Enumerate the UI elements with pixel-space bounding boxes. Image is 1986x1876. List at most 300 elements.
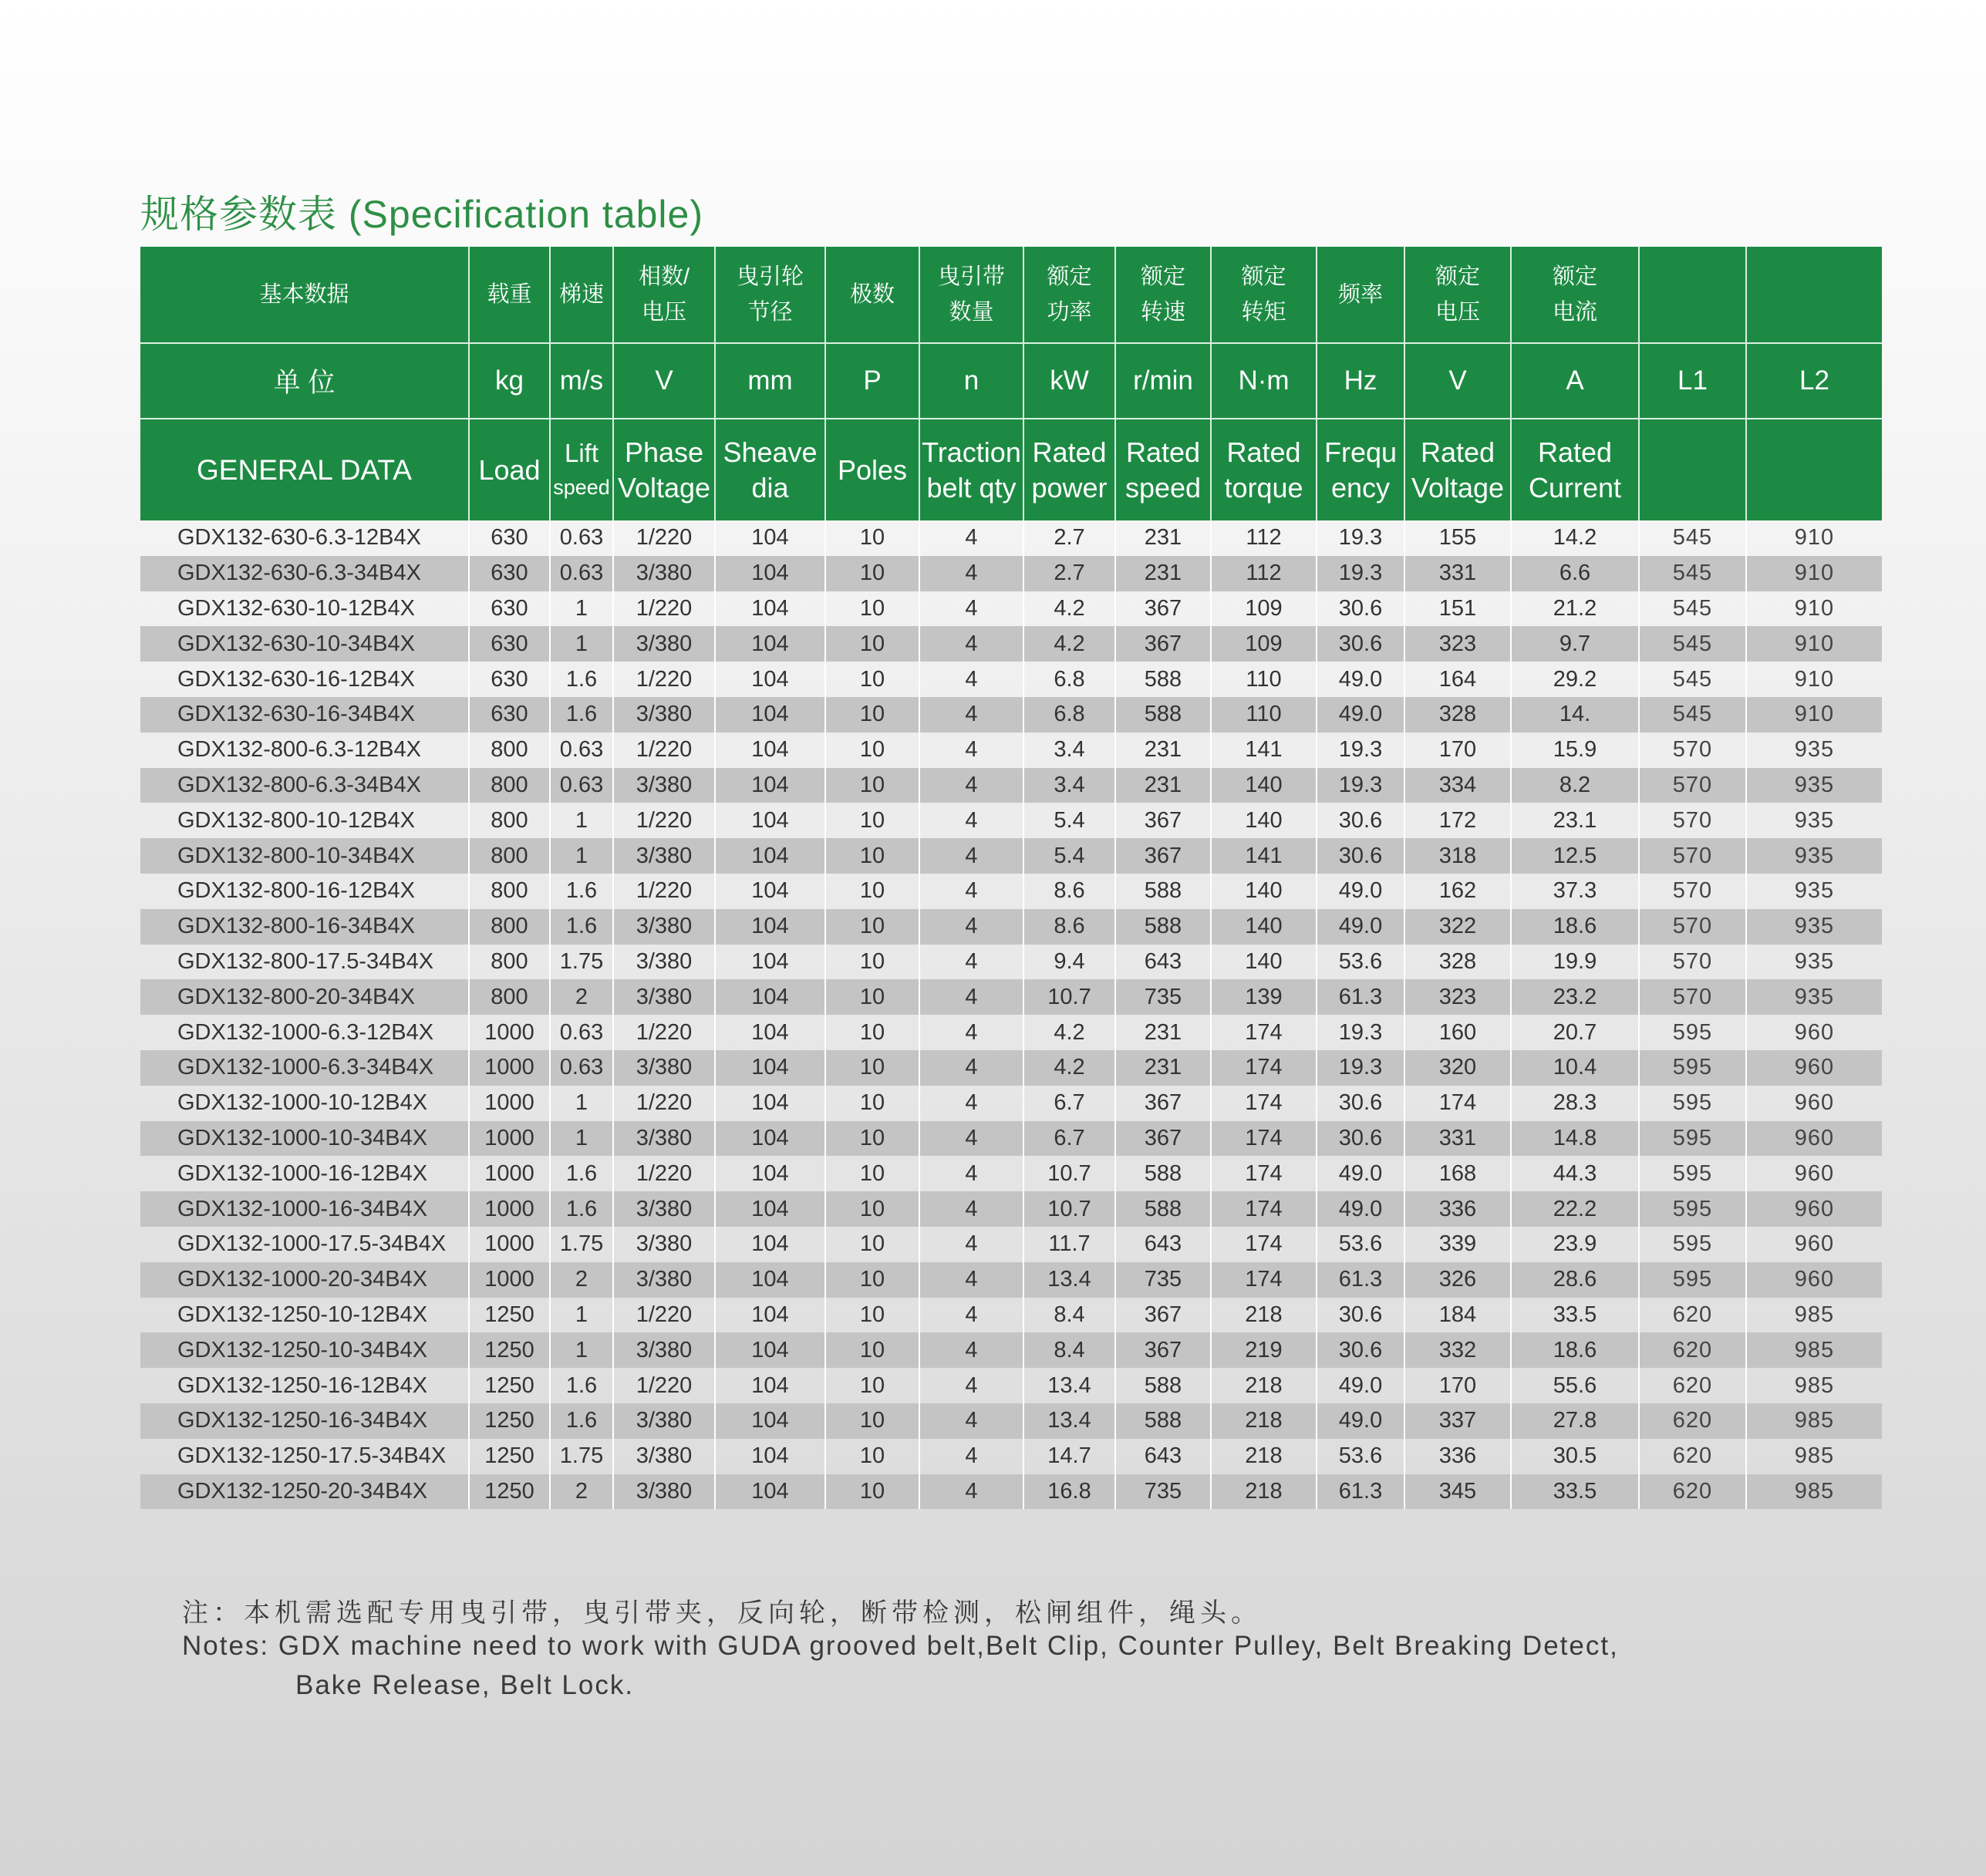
cell-poles: 10 <box>825 1474 919 1510</box>
cell-frequency: 49.0 <box>1317 697 1404 733</box>
cell-rated-current: 23.9 <box>1511 1227 1639 1262</box>
cell-phase-voltage: 1/220 <box>613 1368 715 1403</box>
cell-sheave-dia: 104 <box>715 733 825 768</box>
cell-rated-torque: 140 <box>1211 874 1317 909</box>
cell-rated-current: 44.3 <box>1511 1156 1639 1191</box>
cell-model: GDX132-1250-20-34B4X <box>140 1474 469 1510</box>
cell-rated-speed: 643 <box>1115 1439 1211 1474</box>
cell-rated-torque: 110 <box>1211 662 1317 697</box>
cell-rated-torque: 218 <box>1211 1368 1317 1403</box>
cell-poles: 10 <box>825 1086 919 1121</box>
cell-rated-speed: 588 <box>1115 1403 1211 1439</box>
cell-rated-torque: 174 <box>1211 1121 1317 1157</box>
cell-lift-speed: 0.63 <box>550 1050 613 1086</box>
cell-rated-power: 2.7 <box>1023 556 1115 591</box>
cell-rated-voltage: 155 <box>1404 520 1511 556</box>
cell-rated-torque: 112 <box>1211 556 1317 591</box>
cell-lift-speed: 1.6 <box>550 874 613 909</box>
cell-rated-power: 4.2 <box>1023 591 1115 627</box>
cell-lift-speed: 1 <box>550 626 613 662</box>
table-row <box>140 1191 1882 1227</box>
cell-sheave-dia: 104 <box>715 1474 825 1510</box>
cell-frequency: 53.6 <box>1317 1227 1404 1262</box>
cell-rated-voltage: 339 <box>1404 1227 1511 1262</box>
cell-belt-qty: 4 <box>919 1156 1023 1191</box>
cell-l2: 935 <box>1746 768 1882 803</box>
cell-rated-torque: 141 <box>1211 838 1317 874</box>
cell-rated-power: 9.4 <box>1023 945 1115 980</box>
cell-rated-current: 23.1 <box>1511 803 1639 838</box>
header-cell: Rated speed <box>1115 419 1211 520</box>
cell-phase-voltage: 3/380 <box>613 768 715 803</box>
cell-rated-voltage: 174 <box>1404 1086 1511 1121</box>
cell-phase-voltage: 3/380 <box>613 1439 715 1474</box>
cell-model: GDX132-1000-16-34B4X <box>140 1191 469 1227</box>
cell-frequency: 30.6 <box>1317 838 1404 874</box>
cell-load: 1000 <box>469 1191 550 1227</box>
cell-sheave-dia: 104 <box>715 591 825 627</box>
cell-l1: 570 <box>1639 838 1746 874</box>
cell-l2: 935 <box>1746 909 1882 945</box>
unit-cell: V <box>1404 343 1511 419</box>
cell-load: 630 <box>469 626 550 662</box>
cell-phase-voltage: 1/220 <box>613 520 715 556</box>
cell-rated-speed: 588 <box>1115 1191 1211 1227</box>
cell-frequency: 53.6 <box>1317 945 1404 980</box>
header-cell: Rated Current <box>1511 419 1639 520</box>
table-row <box>140 520 1882 556</box>
cell-frequency: 19.3 <box>1317 556 1404 591</box>
table-row <box>140 697 1882 733</box>
table-row <box>140 1050 1882 1086</box>
cell-rated-current: 20.7 <box>1511 1015 1639 1050</box>
cell-l2: 960 <box>1794 1231 1835 1257</box>
cell-rated-power: 6.7 <box>1023 1086 1115 1121</box>
cell-rated-power: 4.2 <box>1023 1050 1115 1086</box>
spec-table-body <box>140 520 1882 1509</box>
cell-sheave-dia: 104 <box>715 1015 825 1050</box>
cell-l1: 570 <box>1639 979 1746 1015</box>
table-row <box>140 1439 1882 1474</box>
cell-rated-voltage: 151 <box>1404 591 1511 627</box>
cell-rated-speed: 588 <box>1115 1368 1211 1403</box>
cell-phase-voltage: 3/380 <box>613 626 715 662</box>
cell-sheave-dia: 104 <box>715 874 825 909</box>
cell-sheave-dia: 104 <box>715 1403 825 1439</box>
cell-rated-current: 8.2 <box>1511 768 1639 803</box>
table-row <box>140 979 1882 1015</box>
cell-l1: 595 <box>1639 1262 1746 1298</box>
cell-poles: 10 <box>825 1403 919 1439</box>
cell-sheave-dia: 104 <box>715 979 825 1015</box>
header-cell: 额定 转速 <box>1115 247 1211 343</box>
table-row <box>140 874 1882 909</box>
cell-rated-power: 10.7 <box>1023 1191 1115 1227</box>
cell-sheave-dia: 104 <box>715 768 825 803</box>
cell-poles: 10 <box>825 1368 919 1403</box>
cell-lift-speed: 1.6 <box>550 1368 613 1403</box>
cell-belt-qty: 4 <box>919 803 1023 838</box>
cell-model: GDX132-1000-10-34B4X <box>140 1121 469 1157</box>
header-cell: 额定 转矩 <box>1211 247 1317 343</box>
cell-phase-voltage: 1/220 <box>613 1015 715 1050</box>
cell-model: GDX132-1250-16-12B4X <box>140 1368 469 1403</box>
header-cell: 基本数据 <box>140 247 469 343</box>
cell-rated-voltage: 184 <box>1404 1298 1511 1333</box>
cell-rated-voltage: 345 <box>1404 1474 1511 1510</box>
unit-cell: N·m <box>1211 343 1317 419</box>
cell-frequency: 61.3 <box>1317 979 1404 1015</box>
cell-model: GDX132-1000-6.3-34B4X <box>140 1050 469 1086</box>
cell-rated-speed: 367 <box>1115 838 1211 874</box>
cell-rated-power: 8.4 <box>1023 1298 1115 1333</box>
cell-sheave-dia: 104 <box>715 945 825 980</box>
cell-rated-current: 10.4 <box>1511 1050 1639 1086</box>
cell-rated-voltage: 318 <box>1404 838 1511 874</box>
cell-rated-power: 5.4 <box>1023 803 1115 838</box>
cell-phase-voltage: 3/380 <box>613 1474 715 1510</box>
cell-rated-torque: 140 <box>1211 945 1317 980</box>
cell-belt-qty: 4 <box>919 1332 1023 1368</box>
cell-frequency: 49.0 <box>1317 1368 1404 1403</box>
cell-sheave-dia: 104 <box>715 556 825 591</box>
cell-rated-speed: 643 <box>1115 945 1211 980</box>
cell-rated-power: 11.7 <box>1023 1227 1115 1262</box>
cell-poles: 10 <box>825 1156 919 1191</box>
cell-belt-qty: 4 <box>919 874 1023 909</box>
cell-rated-torque: 140 <box>1211 803 1317 838</box>
cell-model: GDX132-1000-10-12B4X <box>140 1086 469 1121</box>
cell-model: GDX132-630-16-12B4X <box>140 662 469 697</box>
cell-rated-speed: 588 <box>1115 874 1211 909</box>
cell-l2: 910 <box>1746 697 1882 733</box>
cell-poles: 10 <box>825 1121 919 1157</box>
table-row <box>140 909 1882 945</box>
header-cell <box>1639 247 1746 343</box>
cell-belt-qty: 4 <box>919 768 1023 803</box>
cell-phase-voltage: 1/220 <box>613 1086 715 1121</box>
cell-l1: 595 <box>1639 1156 1746 1191</box>
cell-l2: 910 <box>1794 595 1835 621</box>
cell-rated-speed: 231 <box>1115 556 1211 591</box>
table-row <box>140 733 1882 768</box>
table-row <box>140 1227 1882 1262</box>
cell-l1: 545 <box>1639 556 1746 591</box>
header-cell: Load <box>469 419 550 520</box>
cell-frequency: 30.6 <box>1317 626 1404 662</box>
cell-rated-speed: 367 <box>1115 591 1211 627</box>
cell-phase-voltage: 3/380 <box>613 1227 715 1262</box>
cell-l1: 570 <box>1639 909 1746 945</box>
cell-rated-power: 3.4 <box>1023 733 1115 768</box>
cell-lift-speed: 1.6 <box>550 1156 613 1191</box>
cell-rated-current: 28.6 <box>1511 1262 1639 1298</box>
cell-l1: 620 <box>1639 1368 1746 1403</box>
cell-sheave-dia: 104 <box>715 1262 825 1298</box>
cell-frequency: 49.0 <box>1317 1403 1404 1439</box>
cell-phase-voltage: 3/380 <box>613 945 715 980</box>
cell-rated-voltage: 323 <box>1404 626 1511 662</box>
cell-l2: 960 <box>1746 1191 1882 1227</box>
cell-lift-speed: 1 <box>550 1332 613 1368</box>
cell-model: GDX132-800-20-34B4X <box>140 979 469 1015</box>
cell-rated-speed: 367 <box>1115 1086 1211 1121</box>
cell-l1: 620 <box>1639 1439 1746 1474</box>
cell-load: 630 <box>469 520 550 556</box>
cell-rated-voltage: 170 <box>1404 733 1511 768</box>
cell-lift-speed: 1 <box>550 838 613 874</box>
cell-frequency: 19.3 <box>1317 1050 1404 1086</box>
cell-l1: 570 <box>1639 768 1746 803</box>
cell-poles: 10 <box>825 874 919 909</box>
cell-model: GDX132-630-6.3-34B4X <box>140 556 469 591</box>
cell-rated-power: 14.7 <box>1023 1439 1115 1474</box>
cell-l2: 985 <box>1746 1474 1882 1510</box>
cell-l1: 620 <box>1639 1403 1746 1439</box>
cell-model: GDX132-800-10-34B4X <box>140 838 469 874</box>
cell-model: GDX132-1250-10-12B4X <box>140 1298 469 1333</box>
cell-rated-torque: 140 <box>1211 909 1317 945</box>
cell-rated-voltage: 331 <box>1404 556 1511 591</box>
cell-sheave-dia: 104 <box>715 1191 825 1227</box>
cell-sheave-dia: 104 <box>715 1368 825 1403</box>
cell-phase-voltage: 3/380 <box>613 1050 715 1086</box>
cell-model: GDX132-1000-16-12B4X <box>140 1156 469 1191</box>
cell-rated-torque: 174 <box>1211 1050 1317 1086</box>
cell-belt-qty: 4 <box>919 733 1023 768</box>
cell-sheave-dia: 104 <box>715 1121 825 1157</box>
cell-rated-current: 23.2 <box>1511 979 1639 1015</box>
cell-lift-speed: 1.6 <box>550 1403 613 1439</box>
cell-load: 800 <box>469 909 550 945</box>
cell-l2: 935 <box>1794 878 1835 904</box>
cell-belt-qty: 4 <box>919 1015 1023 1050</box>
cell-frequency: 53.6 <box>1317 1439 1404 1474</box>
cell-lift-speed: 1 <box>550 1086 613 1121</box>
cell-rated-current: 55.6 <box>1511 1368 1639 1403</box>
cell-rated-current: 29.2 <box>1511 662 1639 697</box>
cell-l2: 985 <box>1794 1302 1835 1327</box>
cell-rated-current: 21.2 <box>1511 591 1639 627</box>
cell-poles: 10 <box>825 945 919 980</box>
header-cell: Sheave dia <box>715 419 825 520</box>
cell-l1: 595 <box>1639 1121 1746 1157</box>
cell-poles: 10 <box>825 556 919 591</box>
cell-frequency: 30.6 <box>1317 1086 1404 1121</box>
cell-rated-torque: 218 <box>1211 1439 1317 1474</box>
cell-frequency: 49.0 <box>1317 874 1404 909</box>
cell-load: 1000 <box>469 1015 550 1050</box>
cell-phase-voltage: 3/380 <box>613 1262 715 1298</box>
cell-poles: 10 <box>825 1439 919 1474</box>
cell-l1: 595 <box>1639 1191 1746 1227</box>
table-row <box>140 556 1882 591</box>
cell-rated-current: 22.2 <box>1511 1191 1639 1227</box>
cell-l1: 570 <box>1639 945 1746 980</box>
header-cell: GENERAL DATA <box>140 419 469 520</box>
cell-l2: 935 <box>1794 948 1835 974</box>
cell-frequency: 30.6 <box>1317 803 1404 838</box>
cell-load: 800 <box>469 979 550 1015</box>
cell-rated-voltage: 162 <box>1404 874 1511 909</box>
table-row <box>140 1156 1882 1191</box>
cell-rated-power: 2.7 <box>1023 520 1115 556</box>
cell-l1: 595 <box>1639 1086 1746 1121</box>
header-cell: 载重 <box>469 247 550 343</box>
cell-phase-voltage: 3/380 <box>613 556 715 591</box>
unit-cell: kg <box>469 343 550 419</box>
cell-frequency: 19.3 <box>1317 768 1404 803</box>
cell-belt-qty: 4 <box>919 1121 1023 1157</box>
cell-model: GDX132-800-10-12B4X <box>140 803 469 838</box>
cell-lift-speed: 1 <box>550 591 613 627</box>
cell-model: GDX132-800-16-34B4X <box>140 909 469 945</box>
cell-frequency: 30.6 <box>1317 591 1404 627</box>
cell-load: 1000 <box>469 1227 550 1262</box>
cell-rated-speed: 735 <box>1115 1474 1211 1510</box>
cell-belt-qty: 4 <box>919 1191 1023 1227</box>
cell-load: 800 <box>469 768 550 803</box>
cell-lift-speed: 0.63 <box>550 520 613 556</box>
cell-phase-voltage: 3/380 <box>613 1403 715 1439</box>
cell-rated-current: 28.3 <box>1511 1086 1639 1121</box>
cell-lift-speed: 1 <box>550 1298 613 1333</box>
cell-rated-current: 30.5 <box>1511 1439 1639 1474</box>
cell-rated-speed: 231 <box>1115 520 1211 556</box>
cell-phase-voltage: 1/220 <box>613 1298 715 1333</box>
cell-frequency: 30.6 <box>1317 1121 1404 1157</box>
cell-load: 630 <box>469 697 550 733</box>
cell-phase-voltage: 1/220 <box>613 591 715 627</box>
cell-l2: 985 <box>1746 1403 1882 1439</box>
cell-rated-power: 5.4 <box>1023 838 1115 874</box>
cell-rated-voltage: 328 <box>1404 945 1511 980</box>
header-cell: 额定 电压 <box>1404 247 1511 343</box>
cell-model: GDX132-1250-10-34B4X <box>140 1332 469 1368</box>
cell-poles: 10 <box>825 733 919 768</box>
cell-phase-voltage: 1/220 <box>613 803 715 838</box>
header-cell: Phase Voltage <box>613 419 715 520</box>
cell-sheave-dia: 104 <box>715 1298 825 1333</box>
cell-belt-qty: 4 <box>919 556 1023 591</box>
cell-l1: 570 <box>1639 803 1746 838</box>
cell-rated-voltage: 172 <box>1404 803 1511 838</box>
cell-l2: 935 <box>1746 838 1882 874</box>
cell-rated-speed: 231 <box>1115 768 1211 803</box>
cell-phase-voltage: 1/220 <box>613 874 715 909</box>
cell-rated-current: 14.8 <box>1511 1121 1639 1157</box>
cell-sheave-dia: 104 <box>715 662 825 697</box>
header-cell: Frequ ency <box>1317 419 1404 520</box>
cell-lift-speed: 1.6 <box>550 1191 613 1227</box>
cell-belt-qty: 4 <box>919 697 1023 733</box>
cell-frequency: 19.3 <box>1317 520 1404 556</box>
cell-l1: 545 <box>1639 591 1746 627</box>
cell-rated-power: 4.2 <box>1023 1015 1115 1050</box>
page-title: 规格参数表 (Specification table) <box>140 193 704 236</box>
cell-l2: 910 <box>1746 626 1882 662</box>
header-cell: 曳引带 数量 <box>919 247 1023 343</box>
cell-poles: 10 <box>825 591 919 627</box>
cell-l1: 620 <box>1639 1332 1746 1368</box>
cell-rated-torque: 218 <box>1211 1403 1317 1439</box>
cell-rated-voltage: 334 <box>1404 768 1511 803</box>
cell-lift-speed: 1.6 <box>550 909 613 945</box>
cell-load: 800 <box>469 874 550 909</box>
cell-lift-speed: 1.6 <box>550 697 613 733</box>
cell-rated-power: 6.8 <box>1023 697 1115 733</box>
cell-poles: 10 <box>825 1015 919 1050</box>
cell-rated-torque: 174 <box>1211 1191 1317 1227</box>
cell-rated-current: 37.3 <box>1511 874 1639 909</box>
cell-model: GDX132-630-10-34B4X <box>140 626 469 662</box>
cell-rated-power: 13.4 <box>1023 1368 1115 1403</box>
table-row <box>140 626 1882 662</box>
cell-rated-torque: 174 <box>1211 1227 1317 1262</box>
cell-poles: 10 <box>825 803 919 838</box>
cell-belt-qty: 4 <box>919 591 1023 627</box>
cell-poles: 10 <box>825 626 919 662</box>
cell-load: 630 <box>469 556 550 591</box>
note-chinese: 注：本机需选配专用曳引带，曳引带夹，反向轮，断带检测，松闸组件，绳头。 <box>182 1598 1262 1628</box>
cell-poles: 10 <box>825 1227 919 1262</box>
unit-cell: m/s <box>550 343 613 419</box>
cell-sheave-dia: 104 <box>715 520 825 556</box>
header-cell: Poles <box>825 419 919 520</box>
cell-belt-qty: 4 <box>919 838 1023 874</box>
cell-lift-speed: 1 <box>550 803 613 838</box>
cell-belt-qty: 4 <box>919 1368 1023 1403</box>
cell-rated-torque: 174 <box>1211 1262 1317 1298</box>
table-row <box>140 945 1882 980</box>
header-cell: Rated power <box>1023 419 1115 520</box>
cell-l2: 960 <box>1746 1050 1882 1086</box>
cell-poles: 10 <box>825 979 919 1015</box>
cell-l1: 570 <box>1639 733 1746 768</box>
cell-rated-voltage: 337 <box>1404 1403 1511 1439</box>
cell-rated-current: 9.7 <box>1511 626 1639 662</box>
cell-rated-speed: 588 <box>1115 697 1211 733</box>
cell-model: GDX132-800-6.3-34B4X <box>140 768 469 803</box>
table-row <box>140 1086 1882 1121</box>
cell-phase-voltage: 1/220 <box>613 733 715 768</box>
cell-lift-speed: 2 <box>550 979 613 1015</box>
cell-rated-speed: 367 <box>1115 626 1211 662</box>
cell-l1: 570 <box>1639 874 1746 909</box>
cell-model: GDX132-630-6.3-12B4X <box>140 520 469 556</box>
cell-sheave-dia: 104 <box>715 1227 825 1262</box>
cell-model: GDX132-1250-16-34B4X <box>140 1403 469 1439</box>
cell-belt-qty: 4 <box>919 1474 1023 1510</box>
header-cell: 相数/ 电压 <box>613 247 715 343</box>
header-row-en <box>140 419 1882 520</box>
cell-model: GDX132-1000-6.3-12B4X <box>140 1015 469 1050</box>
table-row <box>140 838 1882 874</box>
unit-cell: n <box>919 343 1023 419</box>
cell-rated-current: 18.6 <box>1511 909 1639 945</box>
cell-model: GDX132-630-10-12B4X <box>140 591 469 627</box>
table-row <box>140 1298 1882 1333</box>
cell-l1: 595 <box>1639 1050 1746 1086</box>
cell-rated-current: 18.6 <box>1511 1332 1639 1368</box>
cell-l1: 595 <box>1639 1015 1746 1050</box>
cell-sheave-dia: 104 <box>715 838 825 874</box>
cell-rated-current: 27.8 <box>1511 1403 1639 1439</box>
cell-rated-torque: 174 <box>1211 1015 1317 1050</box>
header-cell <box>1746 419 1882 520</box>
unit-cell: V <box>613 343 715 419</box>
cell-rated-power: 8.4 <box>1023 1332 1115 1368</box>
